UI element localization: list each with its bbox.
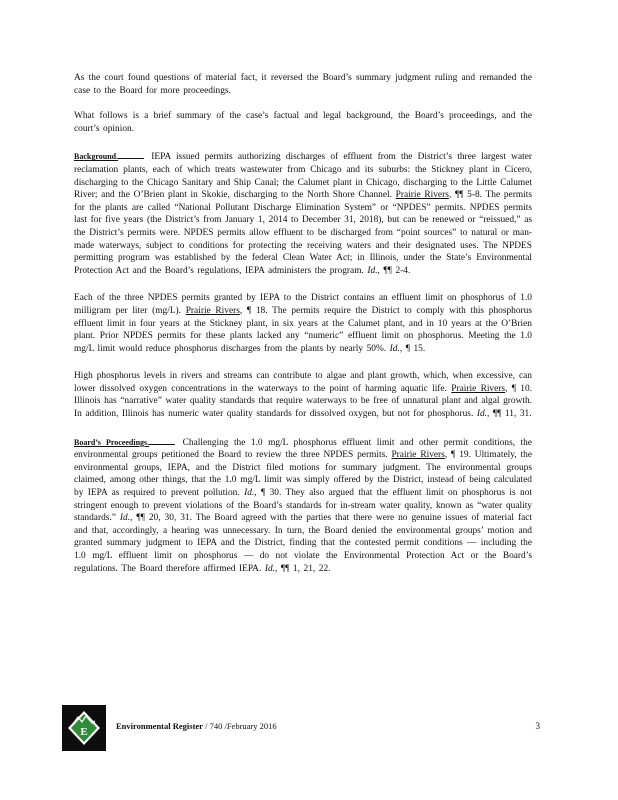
citation-id: Id. [244,488,255,499]
proceedings-text-c: , ¶ 30. They also argued that the effluent limit on phosphorus is not stringent enough to prevent violations of the Board’s standards for in-stream water quality, known as “water quality standards.” [74,488,532,524]
footer-publication-line [116,721,277,731]
background-paragraph [74,150,532,277]
proceedings-text-a: Challenging the 1.0 mg/L phosphorus effluent limit and other permit conditions, the environmental groups petitioned the Board to review the three NPDES permits. [74,437,533,461]
proceedings-heading: Board’s Proceedings. [74,437,150,447]
permit-limit-paragraph [74,292,532,355]
permit-text-b: , ¶ 18. The permits require the District to comply with this phosphorus effluent limit in four years at the Stickney plant, in six years at the Calumet plant, and in 10 years at the O’Brien plant. Prior NPDES permits for these plants lacked any “numeric” effluent limit on phosphorus. Meeting the 1.0 mg/L limit would reduce phosphorus discharges from the plants by nearly 50%. [74,305,533,354]
page-body [74,72,532,590]
background-text-b: , ¶¶ 5-8. The permits for the plants are called “National Pollutant Discharge Elimination System” or “NPDES” permits. NPDES permits last for five years (the District’s from January 1, 2014 to December 31, 2018), but can be renewed or “reissued,” as the District’s permits were. NPDES permits allow effluent to be discharged from “point sources” to natural or man-made waterways, subject to conditions for protecting the receiving waters and their designated uses. The NPDES permitting program was established by the federal Clean Water Act; in Illinois, under the State’s Environmental Protection Act and the Board’s regulations, IEPA administers the program. [74,190,532,276]
citation-id: Id. [389,343,400,354]
proceedings-text-b: , ¶ 19. Ultimately, the environmental groups, IEPA, and the District filed motions for summary judgment. The environmental groups claimed, among other things, that the 1.0 mg/L limit was simply offered by the District, instead of being calculated by IEPA as required to prevent pollution. [74,450,532,499]
intro-paragraph-1: As the court found questions of material fact, it reversed the Board’s summary judgment ruling and remanded the case to the Board for more proceedings. [74,73,532,96]
heading-rule [118,150,144,159]
permit-text-c: , ¶ 15. [399,343,426,354]
intro-paragraph-2: What follows is a brief summary of the case’s factual and legal background, the Board’s proceedings, and the court’s opinion. [74,111,532,134]
citation-prairie-rivers: Prairie Rivers [185,305,240,316]
permit-text-a: Each of the three NPDES permits granted by IEPA to the District contains an effluent limit on phosphorus of 1.0 milligram per liter (mg/L). [74,293,532,316]
background-heading: Background. [74,152,119,162]
page-number: 3 [535,721,540,731]
citation-id: Id. [119,513,131,524]
logo-letter: E [80,726,88,738]
proceedings-text-d: , ¶¶ 20, 30, 31. The Board agreed with the parties that there were no genuine issues of material fact and that, accordingly, a hearing was unnecessary. In turn, the Board denied the environmental groups’ motion and granted summary judgment to IEPA and the District, finding that the contested permit conditions — including the 1.0 mg/L effluent limit on phosphorus — do not violate the Environmental Protection Act or the Board’s regulations. The Board therefore affirmed IEPA. [74,513,533,574]
citation-id: Id. [476,409,487,420]
phosphorus-text-b: , ¶ 10. Illinois has “narrative” water quality standards that require waterways to be free of unnatural plant and algal growth. In addition, Illinois has numeric water quality standards for dissolved oxygen, but not for phosphorus. [74,383,533,420]
citation-id: Id. [264,563,275,574]
heading-rule [149,436,175,445]
citation-prairie-rivers: Prairie Rivers [395,190,449,201]
page-footer [62,705,540,763]
phosphorus-paragraph [74,370,532,420]
environmental-register-logo [62,705,106,751]
phosphorus-text-c: , ¶¶ 11, 31. [487,409,532,420]
phosphorus-text-a: High phosphorus levels in rivers and streams can contribute to algae and plant growth, which, when excessive, can lower dissolved oxygen concentrations in the waterways to the point of harming aquatic life. [74,371,532,394]
background-text-c: , ¶¶ 2-4. [377,265,411,276]
background-text-a: IEPA issued permits authorizing discharges of effluent from the District’s three largest water reclamation plants, each of which treats wastewater from Chicago and its suburbs: the Stickney plant in Cicero, discharging to the Chicago Sanitary and Ship Canal; the Calumet plant in Chicago, discharging to the Little Calumet River; and the O’Brien plant in Skokie, discharging to the North Shore Channel. [74,152,532,201]
citation-id: Id. [367,265,378,276]
publication-title: Environmental Register [116,721,203,731]
issue-info: / 740 /February 2016 [205,721,277,731]
citation-prairie-rivers: Prairie Rivers [391,450,445,461]
citation-prairie-rivers: Prairie Rivers [451,383,506,394]
proceedings-text-e: , ¶¶ 1, 21, 22. [275,563,331,574]
proceedings-paragraph [74,436,532,576]
